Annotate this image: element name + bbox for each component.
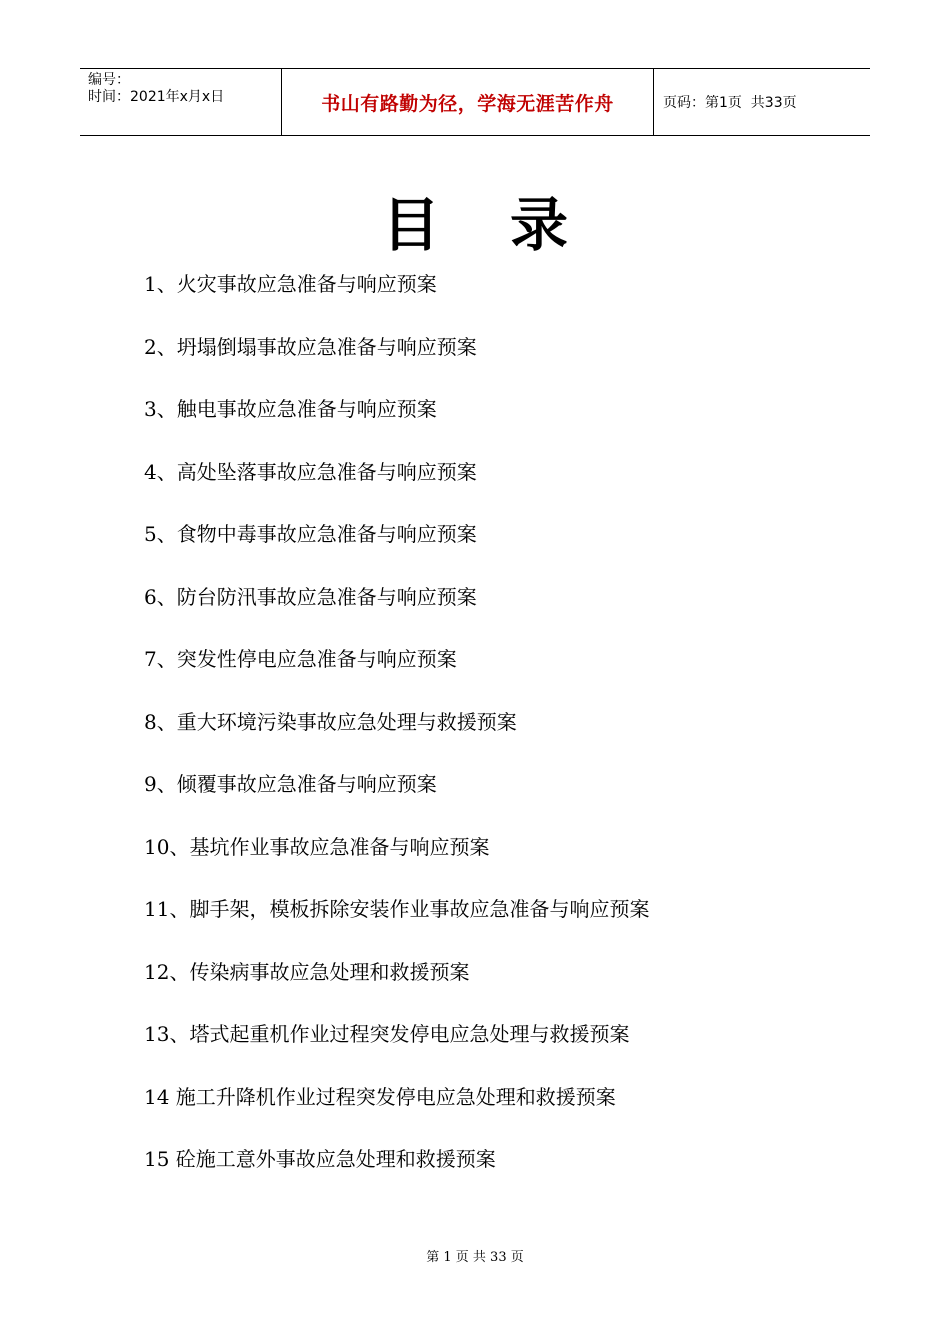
- toc-item: 6、防台防汛事故应急准备与响应预案: [144, 584, 477, 609]
- header-motto: 书山有路勤为径，学海无涯苦作舟: [321, 92, 614, 115]
- toc-item: 14 施工升降机作业过程突发停电应急处理和救援预案: [144, 1084, 616, 1109]
- toc-item: 9、倾覆事故应急准备与响应预案: [144, 772, 437, 796]
- document-number-label: 编号：: [88, 72, 130, 88]
- table-of-contents: [144, 268, 649, 1206]
- header-meta-cell: [80, 69, 282, 135]
- toc-item: 10、基坑作业事故应急准备与响应预案: [144, 834, 490, 859]
- toc-item: 8、重大环境污染事故应急处理与救援预案: [144, 709, 517, 734]
- header-page-cell: [654, 69, 870, 135]
- toc-item: 12、传染病事故应急处理和救援预案: [144, 959, 470, 984]
- toc-item: 1、火灾事故应急准备与响应预案: [144, 272, 437, 296]
- toc-item: 5、食物中毒事故应急准备与响应预案: [144, 522, 477, 546]
- header-motto-cell: [282, 69, 654, 135]
- page-title: 目录: [381, 191, 638, 259]
- toc-item: 2、坍塌倒塌事故应急准备与响应预案: [144, 334, 477, 359]
- toc-item: 13、塔式起重机作业过程突发停电应急处理与救援预案: [144, 1022, 630, 1046]
- toc-item: 3、触电事故应急准备与响应预案: [144, 397, 437, 421]
- document-date: 时间：2021年x月x日: [88, 89, 225, 105]
- page-footer: [0, 1246, 950, 1265]
- toc-item: 15 砼施工意外事故应急处理和救援预案: [144, 1147, 496, 1171]
- document-header: [80, 68, 870, 136]
- toc-item: 11、脚手架，模板拆除安装作业事故应急准备与响应预案: [144, 897, 650, 921]
- footer-page-number: 第 1 页 共 33 页: [426, 1250, 524, 1265]
- toc-item: 7、突发性停电应急准备与响应预案: [144, 647, 457, 671]
- header-page-info: 页码：第1页 共33页: [663, 95, 797, 111]
- toc-item: 4、高处坠落事故应急准备与响应预案: [144, 459, 477, 484]
